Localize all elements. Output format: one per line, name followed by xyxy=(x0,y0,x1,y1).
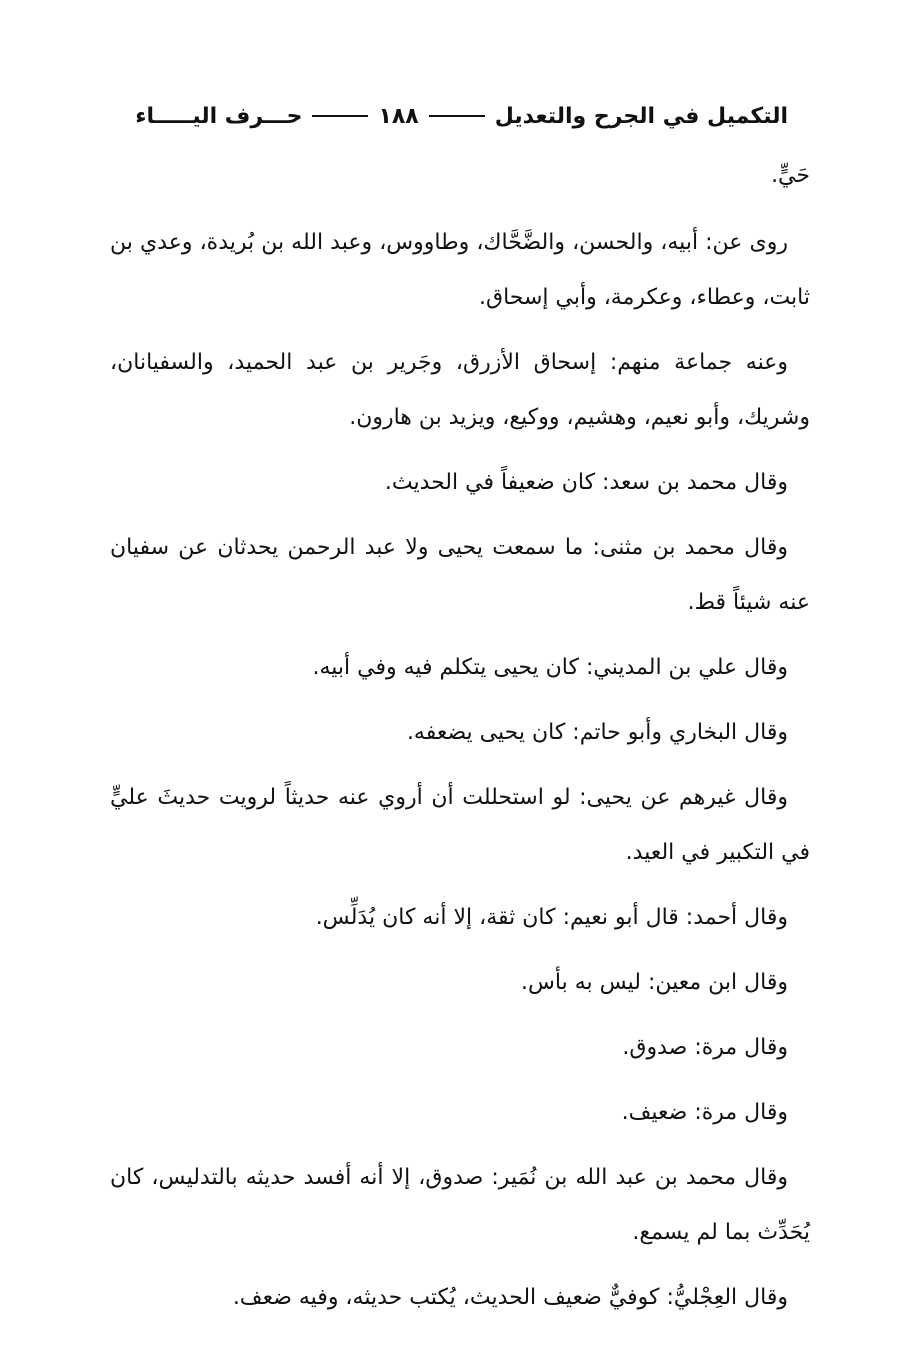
paragraph: وقال مرة: ضعيف. xyxy=(621,1100,788,1125)
running-header xyxy=(135,96,788,136)
paragraph: وقال محمد بن مثنى: ما سمعت يحيى ولا عبد الرحمن يحدثان عن سفيان عنه شيئاً قط. xyxy=(110,535,810,615)
paragraph: وقال العِجْليُّ: كوفيٌّ ضعيف الحديث، يُكتب حديثه، وفيه ضعف. xyxy=(232,1285,788,1310)
paragraph: وقال محمد بن عبد الله بن نُمَير: صدوق، إلا أنه أفسد حديثه بالتدليس، كان يُحَدِّث بما لم يسمع. xyxy=(110,1165,810,1245)
chapter-title: حـــرف اليـــــاء xyxy=(135,103,303,129)
paragraph: وقال علي بن المديني: كان يحيى يتكلم فيه وفي أبيه. xyxy=(312,655,788,680)
header-divider xyxy=(312,115,368,117)
book-title: التكميل في الجرح والتعديل xyxy=(494,103,788,129)
paragraph: وقال محمد بن سعد: كان ضعيفاً في الحديث. xyxy=(384,470,788,495)
header-divider xyxy=(429,115,485,117)
paragraph: وقال أحمد: قال أبو نعيم: كان ثقة، إلا أنه كان يُدَلِّس. xyxy=(315,905,788,930)
paragraph: حَيٍّ. xyxy=(771,163,810,188)
paragraph: وقال البخاري وأبو حاتم: كان يحيى يضعفه. xyxy=(406,720,788,745)
paragraph: وقال مرة: صدوق. xyxy=(622,1035,788,1060)
page-number: ١٨٨ xyxy=(378,103,419,129)
paragraph: وقال ابن معين: ليس به بأس. xyxy=(521,970,788,995)
body-text xyxy=(110,148,810,1335)
paragraph: وعنه جماعة منهم: إسحاق الأزرق، وجَرير بن عبد الحميد، والسفيانان، وشريك، وأبو نعيم، وهشيم، ووكيع، ويزيد بن هارون. xyxy=(110,350,810,430)
paragraph: وقال غيرهم عن يحيى: لو استحللت أن أروي عنه حديثاً لرويت حديثَ عليٍّ في التكبير في العيد. xyxy=(110,785,810,865)
paragraph: روى عن: أبيه، والحسن، والضَّحَّاك، وطاووس، وعبد الله بن بُريدة، وعدي بن ثابت، وعطاء، وعكرمة، وأبي إسحاق. xyxy=(110,230,810,310)
